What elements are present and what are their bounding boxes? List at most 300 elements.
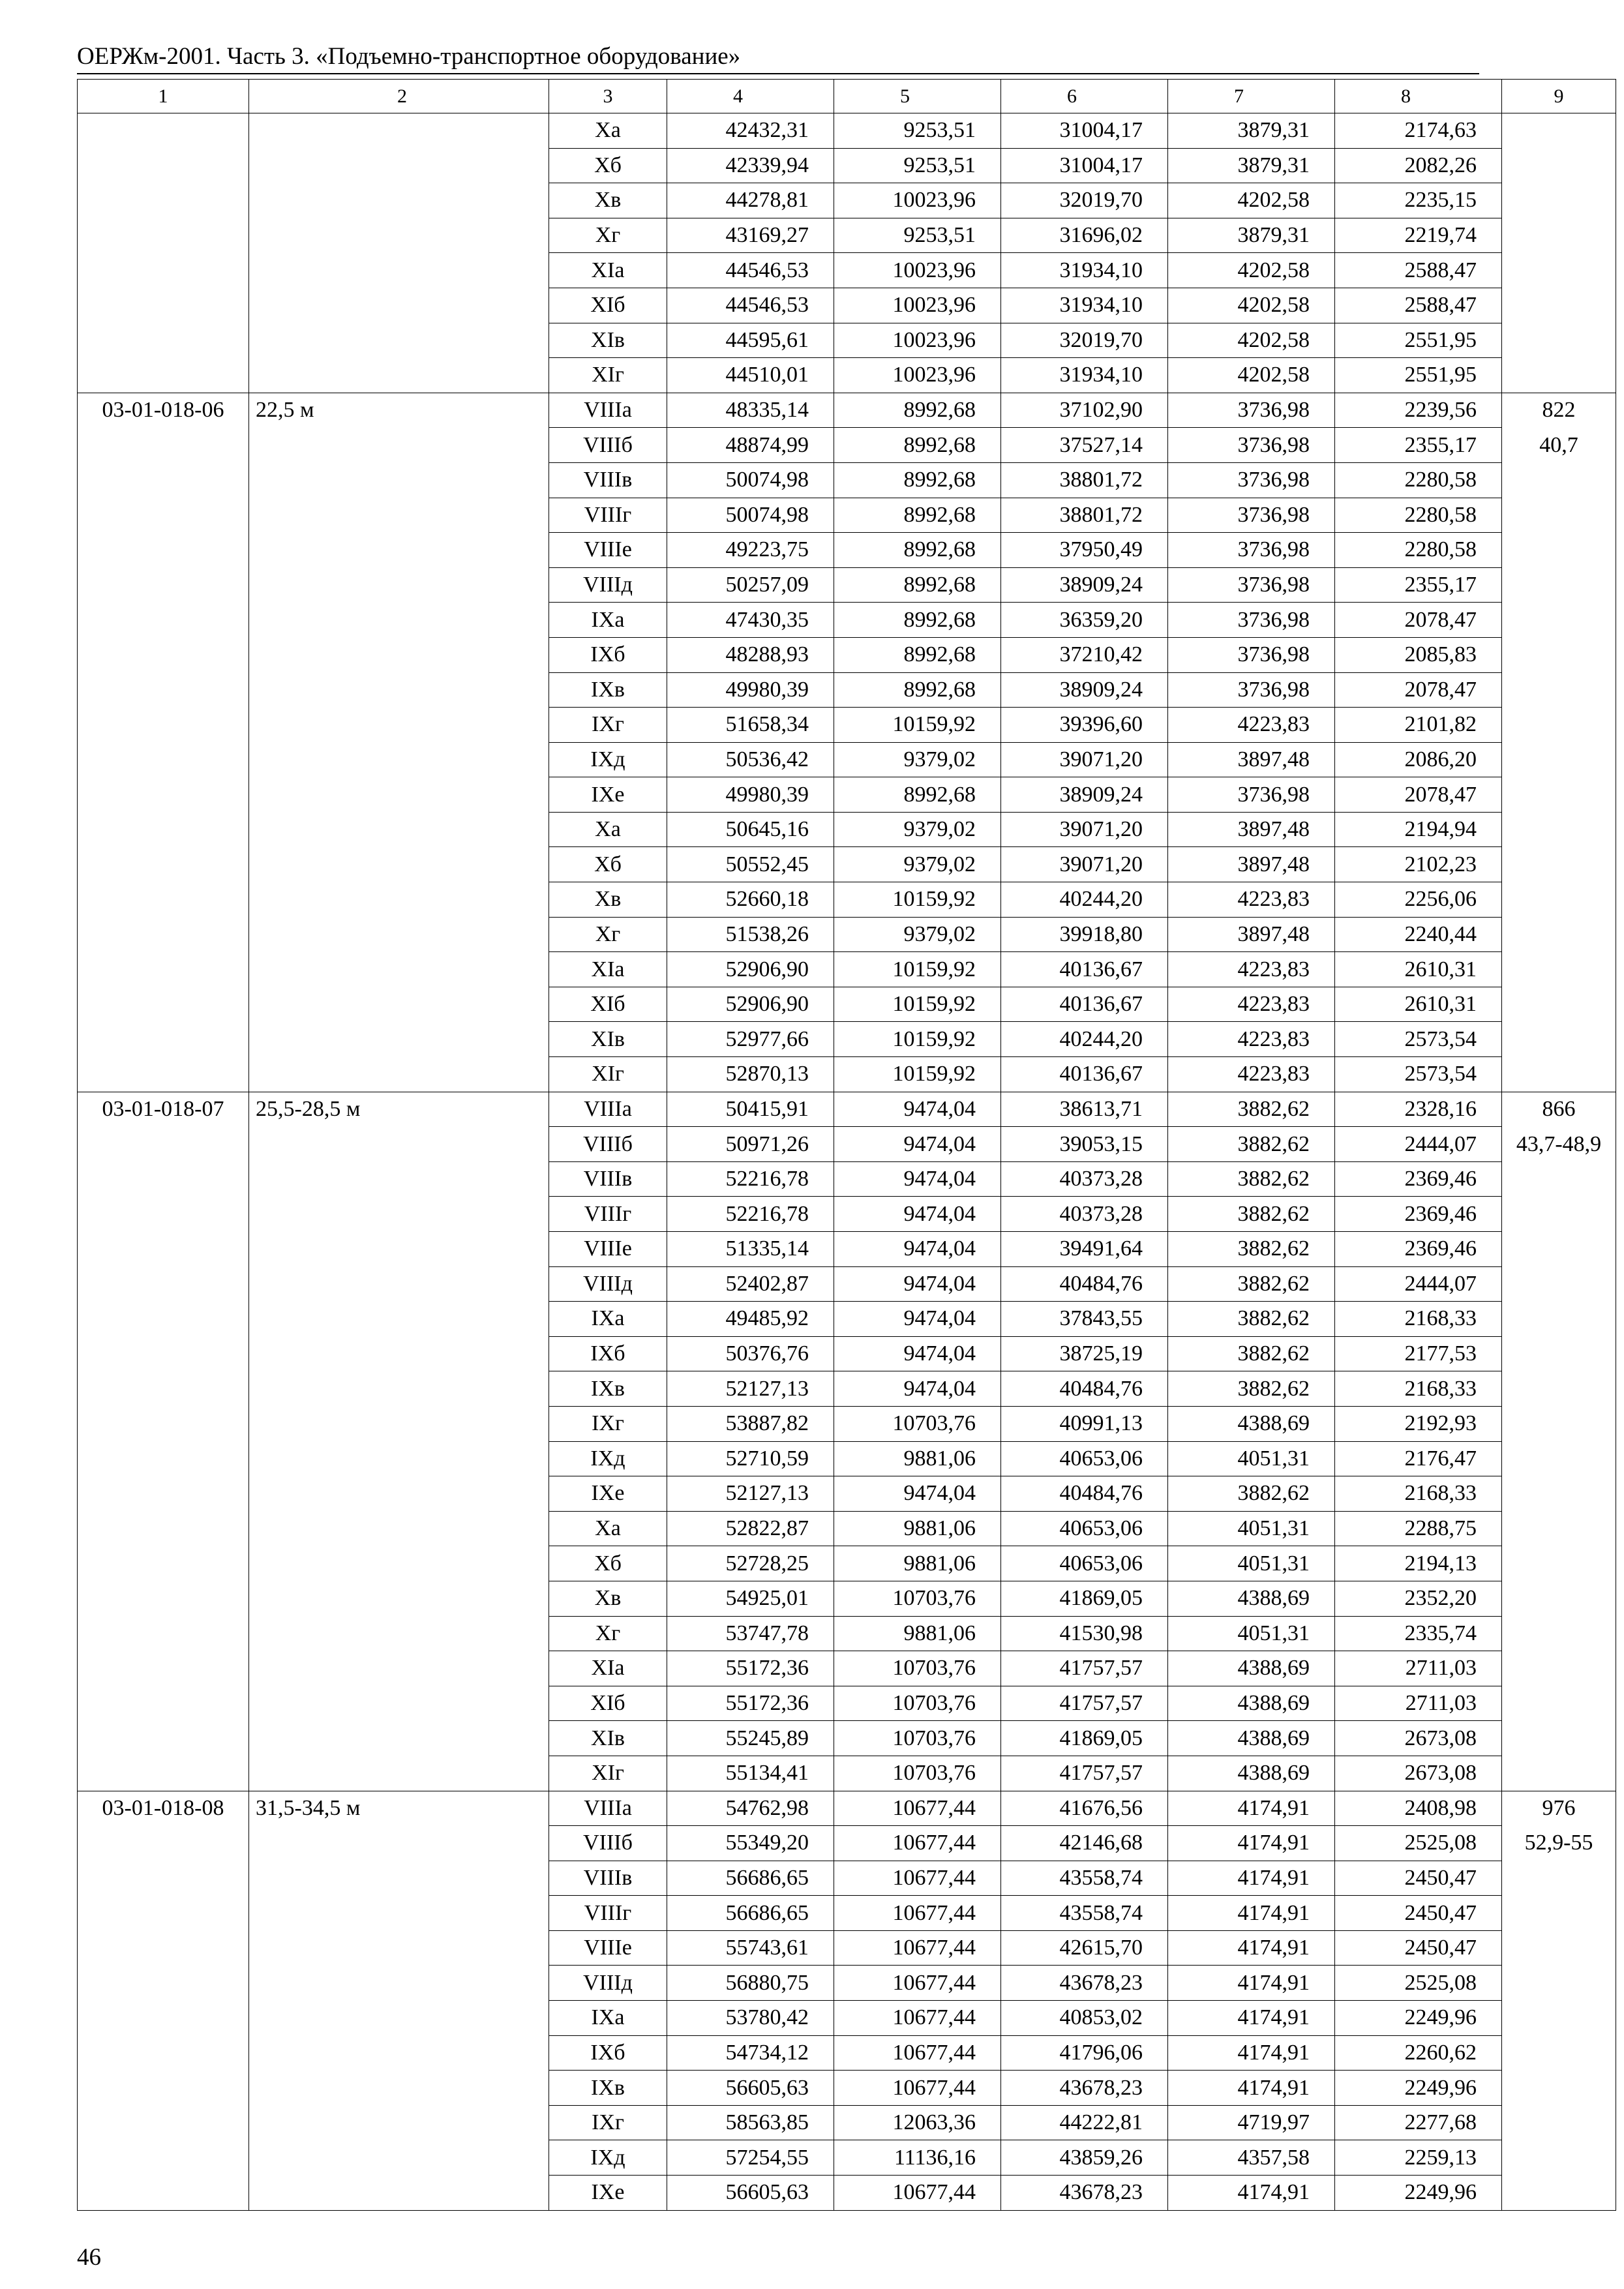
value-cell: 2239,56 — [1335, 393, 1502, 428]
value-cell: 2408,98 — [1335, 1791, 1502, 1826]
value-cell: 31934,10 — [1001, 288, 1168, 323]
value-cell: 12063,36 — [834, 2105, 1001, 2140]
region-cell: XIa — [549, 253, 667, 288]
value-cell: 43678,23 — [1001, 2071, 1168, 2106]
extra-info-cell — [1502, 113, 1616, 149]
rate-name-cell — [249, 1791, 549, 2210]
value-cell: 52127,13 — [667, 1371, 834, 1407]
value-cell: 37950,49 — [1001, 533, 1168, 568]
value-cell: 4223,83 — [1168, 952, 1335, 987]
extra-info-cell — [1502, 1616, 1616, 1651]
extra-info-cell — [1502, 1756, 1616, 1791]
value-cell: 2352,20 — [1335, 1581, 1502, 1616]
value-cell: 43859,26 — [1001, 2140, 1168, 2176]
extra-info-cell — [1502, 567, 1616, 603]
value-cell: 10677,44 — [834, 2035, 1001, 2071]
region-cell: IXг — [549, 708, 667, 743]
value-cell: 40991,13 — [1001, 1406, 1168, 1441]
value-cell: 41530,98 — [1001, 1616, 1168, 1651]
region-cell: XIa — [549, 952, 667, 987]
value-cell: 4388,69 — [1168, 1581, 1335, 1616]
value-cell: 56686,65 — [667, 1896, 834, 1931]
value-cell: 44546,53 — [667, 288, 834, 323]
value-cell: 10159,92 — [834, 882, 1001, 918]
value-cell: 4202,58 — [1168, 288, 1335, 323]
region-cell: VIIIг — [549, 1896, 667, 1931]
extra-info-cell — [1502, 1197, 1616, 1232]
value-cell: 38801,72 — [1001, 462, 1168, 498]
value-cell: 2177,53 — [1335, 1336, 1502, 1371]
value-cell: 2450,47 — [1335, 1896, 1502, 1931]
value-cell: 2219,74 — [1335, 218, 1502, 253]
value-cell: 50971,26 — [667, 1127, 834, 1162]
value-cell: 31934,10 — [1001, 358, 1168, 393]
extra-info-cell — [1502, 1861, 1616, 1896]
value-cell: 2235,15 — [1335, 183, 1502, 218]
value-cell: 4051,31 — [1168, 1546, 1335, 1581]
value-cell: 4388,69 — [1168, 1406, 1335, 1441]
value-cell: 4174,91 — [1168, 2176, 1335, 2211]
region-cell: XIб — [549, 288, 667, 323]
value-cell: 49980,39 — [667, 777, 834, 813]
region-cell: IXв — [549, 1371, 667, 1407]
extra-info-cell — [1502, 672, 1616, 708]
value-cell: 4357,58 — [1168, 2140, 1335, 2176]
value-cell: 2101,82 — [1335, 708, 1502, 743]
rate-code-cell — [78, 113, 249, 393]
value-cell: 2573,54 — [1335, 1057, 1502, 1092]
value-cell: 10023,96 — [834, 183, 1001, 218]
value-cell: 10023,96 — [834, 288, 1001, 323]
extra-info-cell — [1502, 847, 1616, 882]
value-cell: 52870,13 — [667, 1057, 834, 1092]
value-cell: 37843,55 — [1001, 1302, 1168, 1337]
extra-info-cell — [1502, 1266, 1616, 1302]
value-cell: 3882,62 — [1168, 1197, 1335, 1232]
value-cell: 10677,44 — [834, 2071, 1001, 2106]
value-cell: 3882,62 — [1168, 1161, 1335, 1197]
value-cell: 39396,60 — [1001, 708, 1168, 743]
extra-info-cell: 822 — [1502, 393, 1616, 428]
value-cell: 4223,83 — [1168, 1057, 1335, 1092]
value-cell: 49485,92 — [667, 1302, 834, 1337]
rate-name-cell — [249, 1092, 549, 1791]
rate-code: 03-01-018-08 — [102, 1795, 224, 1820]
value-cell: 2610,31 — [1335, 952, 1502, 987]
value-cell: 53887,82 — [667, 1406, 834, 1441]
value-cell: 2525,08 — [1335, 1826, 1502, 1861]
value-cell: 55134,41 — [667, 1756, 834, 1791]
value-cell: 50415,91 — [667, 1092, 834, 1127]
rate-code: 03-01-018-07 — [102, 1096, 224, 1121]
extra-info-cell — [1502, 637, 1616, 672]
value-cell: 52216,78 — [667, 1197, 834, 1232]
extra-info-cell — [1502, 2001, 1616, 2036]
rate-code-cell — [78, 393, 249, 1092]
region-cell: XIa — [549, 1651, 667, 1686]
region-cell: VIIIд — [549, 1966, 667, 2001]
extra-info-cell — [1502, 1371, 1616, 1407]
value-cell: 3882,62 — [1168, 1127, 1335, 1162]
value-cell: 51538,26 — [667, 917, 834, 952]
extra-info-cell — [1502, 1930, 1616, 1966]
value-cell: 3897,48 — [1168, 812, 1335, 847]
value-cell: 9253,51 — [834, 148, 1001, 183]
value-cell: 9379,02 — [834, 812, 1001, 847]
region-cell: XIб — [549, 987, 667, 1022]
column-number-cell: 5 — [834, 80, 1001, 113]
value-cell: 40136,67 — [1001, 1057, 1168, 1092]
region-cell: Xв — [549, 183, 667, 218]
extra-info-cell — [1502, 462, 1616, 498]
value-cell: 57254,55 — [667, 2140, 834, 2176]
value-cell: 39053,15 — [1001, 1127, 1168, 1162]
value-cell: 2450,47 — [1335, 1930, 1502, 1966]
value-cell: 56880,75 — [667, 1966, 834, 2001]
value-cell: 52977,66 — [667, 1022, 834, 1057]
extra-info-cell — [1502, 1441, 1616, 1476]
region-cell: VIIIб — [549, 428, 667, 463]
value-cell: 41757,57 — [1001, 1651, 1168, 1686]
value-cell: 2194,94 — [1335, 812, 1502, 847]
value-cell: 38909,24 — [1001, 777, 1168, 813]
value-cell: 56605,63 — [667, 2176, 834, 2211]
value-cell: 41796,06 — [1001, 2035, 1168, 2071]
value-cell: 58563,85 — [667, 2105, 834, 2140]
region-cell: VIIIв — [549, 462, 667, 498]
value-cell: 10159,92 — [834, 952, 1001, 987]
value-cell: 40653,06 — [1001, 1441, 1168, 1476]
extra-info-cell — [1502, 2035, 1616, 2071]
value-cell: 39918,80 — [1001, 917, 1168, 952]
value-cell: 50536,42 — [667, 742, 834, 777]
region-cell: IXд — [549, 1441, 667, 1476]
value-cell: 4388,69 — [1168, 1686, 1335, 1721]
value-cell: 55245,89 — [667, 1721, 834, 1756]
extra-info-cell — [1502, 1302, 1616, 1337]
header-divider — [77, 73, 1479, 74]
value-cell: 56605,63 — [667, 2071, 834, 2106]
value-cell: 37102,90 — [1001, 393, 1168, 428]
value-cell: 9474,04 — [834, 1232, 1001, 1267]
value-cell: 50257,09 — [667, 567, 834, 603]
value-cell: 3882,62 — [1168, 1266, 1335, 1302]
value-cell: 44546,53 — [667, 253, 834, 288]
value-cell: 2280,58 — [1335, 462, 1502, 498]
value-cell: 40136,67 — [1001, 987, 1168, 1022]
extra-info-cell — [1502, 498, 1616, 533]
value-cell: 3882,62 — [1168, 1302, 1335, 1337]
region-cell: VIIIe — [549, 1232, 667, 1267]
region-cell: XIг — [549, 1057, 667, 1092]
value-cell: 50552,45 — [667, 847, 834, 882]
extra-info-cell — [1502, 323, 1616, 358]
extra-info-cell — [1502, 1896, 1616, 1931]
value-cell: 36359,20 — [1001, 603, 1168, 638]
value-cell: 9474,04 — [834, 1266, 1001, 1302]
extra-info-cell — [1502, 2071, 1616, 2106]
region-cell: IXг — [549, 2105, 667, 2140]
value-cell: 2288,75 — [1335, 1511, 1502, 1546]
rate-code-cell — [78, 1791, 249, 2210]
value-cell: 3736,98 — [1168, 428, 1335, 463]
region-cell: IXд — [549, 2140, 667, 2176]
extra-info-cell — [1502, 603, 1616, 638]
region-cell: Xв — [549, 1581, 667, 1616]
value-cell: 52906,90 — [667, 952, 834, 987]
value-cell: 10023,96 — [834, 323, 1001, 358]
value-cell: 2335,74 — [1335, 1616, 1502, 1651]
rate-name-cell — [249, 113, 549, 393]
extra-info-cell — [1502, 1057, 1616, 1092]
value-cell: 2192,93 — [1335, 1406, 1502, 1441]
region-cell: IXв — [549, 2071, 667, 2106]
region-cell: Xг — [549, 917, 667, 952]
extra-info-cell — [1502, 288, 1616, 323]
extra-info-cell — [1502, 882, 1616, 918]
page-number: 46 — [77, 2244, 101, 2271]
extra-info-cell — [1502, 1232, 1616, 1267]
value-cell: 2102,23 — [1335, 847, 1502, 882]
extra-info-cell — [1502, 1966, 1616, 2001]
value-cell: 3736,98 — [1168, 637, 1335, 672]
extra-info-cell: 976 — [1502, 1791, 1616, 1826]
region-cell: XIв — [549, 323, 667, 358]
value-cell: 2260,62 — [1335, 2035, 1502, 2071]
region-cell: Xб — [549, 1546, 667, 1581]
value-cell: 43169,27 — [667, 218, 834, 253]
value-cell: 41757,57 — [1001, 1686, 1168, 1721]
value-cell: 10703,76 — [834, 1756, 1001, 1791]
page-title: ОЕРЖм-2001. Часть 3. «Подъемно-транспортное оборудование» — [77, 43, 741, 70]
region-cell: XIв — [549, 1022, 667, 1057]
value-cell: 54762,98 — [667, 1791, 834, 1826]
value-cell: 52728,25 — [667, 1546, 834, 1581]
region-cell: Xб — [549, 847, 667, 882]
value-cell: 10703,76 — [834, 1721, 1001, 1756]
value-cell: 10703,76 — [834, 1686, 1001, 1721]
value-cell: 50074,98 — [667, 462, 834, 498]
value-cell: 54734,12 — [667, 2035, 834, 2071]
extra-info-cell — [1502, 952, 1616, 987]
extra-info-cell — [1502, 708, 1616, 743]
table-row — [78, 393, 1616, 428]
column-number-cell: 4 — [667, 80, 834, 113]
value-cell: 2525,08 — [1335, 1966, 1502, 2001]
column-number-cell: 9 — [1502, 80, 1616, 113]
value-cell: 2259,13 — [1335, 2140, 1502, 2176]
value-cell: 37527,14 — [1001, 428, 1168, 463]
value-cell: 2673,08 — [1335, 1721, 1502, 1756]
value-cell: 8992,68 — [834, 428, 1001, 463]
region-cell: IXб — [549, 1336, 667, 1371]
value-cell: 2355,17 — [1335, 428, 1502, 463]
value-cell: 2369,46 — [1335, 1161, 1502, 1197]
value-cell: 9474,04 — [834, 1476, 1001, 1512]
value-cell: 8992,68 — [834, 777, 1001, 813]
extra-info-cell: 43,7-48,9 — [1502, 1127, 1616, 1162]
extra-info-cell — [1502, 987, 1616, 1022]
value-cell: 4388,69 — [1168, 1651, 1335, 1686]
region-cell: VIIIa — [549, 393, 667, 428]
region-cell: VIIIб — [549, 1127, 667, 1162]
value-cell: 41869,05 — [1001, 1581, 1168, 1616]
value-cell: 4174,91 — [1168, 1826, 1335, 1861]
value-cell: 2450,47 — [1335, 1861, 1502, 1896]
value-cell: 2444,07 — [1335, 1127, 1502, 1162]
value-cell: 10677,44 — [834, 2176, 1001, 2211]
value-cell: 4174,91 — [1168, 2071, 1335, 2106]
value-cell: 42146,68 — [1001, 1826, 1168, 1861]
value-cell: 9379,02 — [834, 742, 1001, 777]
value-cell: 40653,06 — [1001, 1546, 1168, 1581]
column-number-cell: 7 — [1168, 80, 1335, 113]
value-cell: 9474,04 — [834, 1336, 1001, 1371]
value-cell: 42432,31 — [667, 113, 834, 149]
value-cell: 51335,14 — [667, 1232, 834, 1267]
value-cell: 4174,91 — [1168, 1930, 1335, 1966]
value-cell: 2078,47 — [1335, 603, 1502, 638]
value-cell: 2082,26 — [1335, 148, 1502, 183]
value-cell: 9253,51 — [834, 113, 1001, 149]
value-cell: 2588,47 — [1335, 253, 1502, 288]
extra-info-cell — [1502, 1476, 1616, 1512]
value-cell: 8992,68 — [834, 533, 1001, 568]
value-cell: 3897,48 — [1168, 917, 1335, 952]
value-cell: 10159,92 — [834, 987, 1001, 1022]
value-cell: 10703,76 — [834, 1651, 1001, 1686]
table-row — [78, 1791, 1616, 1826]
value-cell: 3736,98 — [1168, 533, 1335, 568]
value-cell: 2673,08 — [1335, 1756, 1502, 1791]
value-cell: 40653,06 — [1001, 1511, 1168, 1546]
value-cell: 50376,76 — [667, 1336, 834, 1371]
value-cell: 9881,06 — [834, 1511, 1001, 1546]
value-cell: 8992,68 — [834, 393, 1001, 428]
value-cell: 3897,48 — [1168, 742, 1335, 777]
value-cell: 3736,98 — [1168, 567, 1335, 603]
value-cell: 40484,76 — [1001, 1266, 1168, 1302]
region-cell: VIIIд — [549, 1266, 667, 1302]
value-cell: 39071,20 — [1001, 742, 1168, 777]
value-cell: 42339,94 — [667, 148, 834, 183]
value-cell: 31004,17 — [1001, 113, 1168, 149]
value-cell: 8992,68 — [834, 672, 1001, 708]
value-cell: 9474,04 — [834, 1092, 1001, 1127]
value-cell: 9474,04 — [834, 1161, 1001, 1197]
value-cell: 39491,64 — [1001, 1232, 1168, 1267]
value-cell: 38801,72 — [1001, 498, 1168, 533]
extra-info-cell — [1502, 1511, 1616, 1546]
value-cell: 55172,36 — [667, 1686, 834, 1721]
value-cell: 55172,36 — [667, 1651, 834, 1686]
region-cell: XIг — [549, 1756, 667, 1791]
region-cell: IXa — [549, 2001, 667, 2036]
extra-info-cell — [1502, 1721, 1616, 1756]
value-cell: 2168,33 — [1335, 1302, 1502, 1337]
value-cell: 31696,02 — [1001, 218, 1168, 253]
value-cell: 31004,17 — [1001, 148, 1168, 183]
value-cell: 4719,97 — [1168, 2105, 1335, 2140]
region-cell: XIб — [549, 1686, 667, 1721]
value-cell: 52660,18 — [667, 882, 834, 918]
value-cell: 9881,06 — [834, 1441, 1001, 1476]
value-cell: 38613,71 — [1001, 1092, 1168, 1127]
value-cell: 2078,47 — [1335, 672, 1502, 708]
value-cell: 32019,70 — [1001, 323, 1168, 358]
value-cell: 43558,74 — [1001, 1861, 1168, 1896]
value-cell: 41757,57 — [1001, 1756, 1168, 1791]
extra-info-cell — [1502, 742, 1616, 777]
value-cell: 51658,34 — [667, 708, 834, 743]
value-cell: 52822,87 — [667, 1511, 834, 1546]
value-cell: 4202,58 — [1168, 323, 1335, 358]
value-cell: 38725,19 — [1001, 1336, 1168, 1371]
value-cell: 54925,01 — [667, 1581, 834, 1616]
value-cell: 10677,44 — [834, 1826, 1001, 1861]
value-cell: 10023,96 — [834, 253, 1001, 288]
value-cell: 3882,62 — [1168, 1336, 1335, 1371]
value-cell: 2249,96 — [1335, 2176, 1502, 2211]
value-cell: 10023,96 — [834, 358, 1001, 393]
value-cell: 52710,59 — [667, 1441, 834, 1476]
extra-info-cell — [1502, 148, 1616, 183]
value-cell: 2078,47 — [1335, 777, 1502, 813]
value-cell: 2355,17 — [1335, 567, 1502, 603]
value-cell: 10677,44 — [834, 2001, 1001, 2036]
extra-info-cell — [1502, 1546, 1616, 1581]
value-cell: 2444,07 — [1335, 1266, 1502, 1302]
value-cell: 3736,98 — [1168, 498, 1335, 533]
region-cell: VIIIa — [549, 1791, 667, 1826]
region-cell: Xa — [549, 113, 667, 149]
table-row — [78, 113, 1616, 149]
value-cell: 11136,16 — [834, 2140, 1001, 2176]
value-cell: 9474,04 — [834, 1302, 1001, 1337]
value-cell: 2085,83 — [1335, 637, 1502, 672]
value-cell: 3736,98 — [1168, 462, 1335, 498]
price-table — [77, 79, 1616, 2211]
value-cell: 48288,93 — [667, 637, 834, 672]
value-cell: 10159,92 — [834, 1022, 1001, 1057]
value-cell: 2086,20 — [1335, 742, 1502, 777]
value-cell: 41676,56 — [1001, 1791, 1168, 1826]
value-cell: 9379,02 — [834, 847, 1001, 882]
extra-info-cell — [1502, 253, 1616, 288]
value-cell: 52127,13 — [667, 1476, 834, 1512]
extra-info-cell — [1502, 2105, 1616, 2140]
value-cell: 2249,96 — [1335, 2071, 1502, 2106]
value-cell: 50074,98 — [667, 498, 834, 533]
value-cell: 10677,44 — [834, 1930, 1001, 1966]
value-cell: 49980,39 — [667, 672, 834, 708]
region-cell: VIIIe — [549, 1930, 667, 1966]
value-cell: 2280,58 — [1335, 498, 1502, 533]
value-cell: 55349,20 — [667, 1826, 834, 1861]
value-cell: 3879,31 — [1168, 113, 1335, 149]
region-cell: IXв — [549, 672, 667, 708]
value-cell: 32019,70 — [1001, 183, 1168, 218]
value-cell: 31934,10 — [1001, 253, 1168, 288]
value-cell: 4051,31 — [1168, 1511, 1335, 1546]
value-cell: 10677,44 — [834, 1791, 1001, 1826]
region-cell: XIв — [549, 1721, 667, 1756]
rate-name: 31,5-34,5 м — [256, 1795, 361, 1820]
value-cell: 56686,65 — [667, 1861, 834, 1896]
extra-info-cell: 866 — [1502, 1092, 1616, 1127]
extra-info-cell — [1502, 533, 1616, 568]
value-cell: 2168,33 — [1335, 1476, 1502, 1512]
